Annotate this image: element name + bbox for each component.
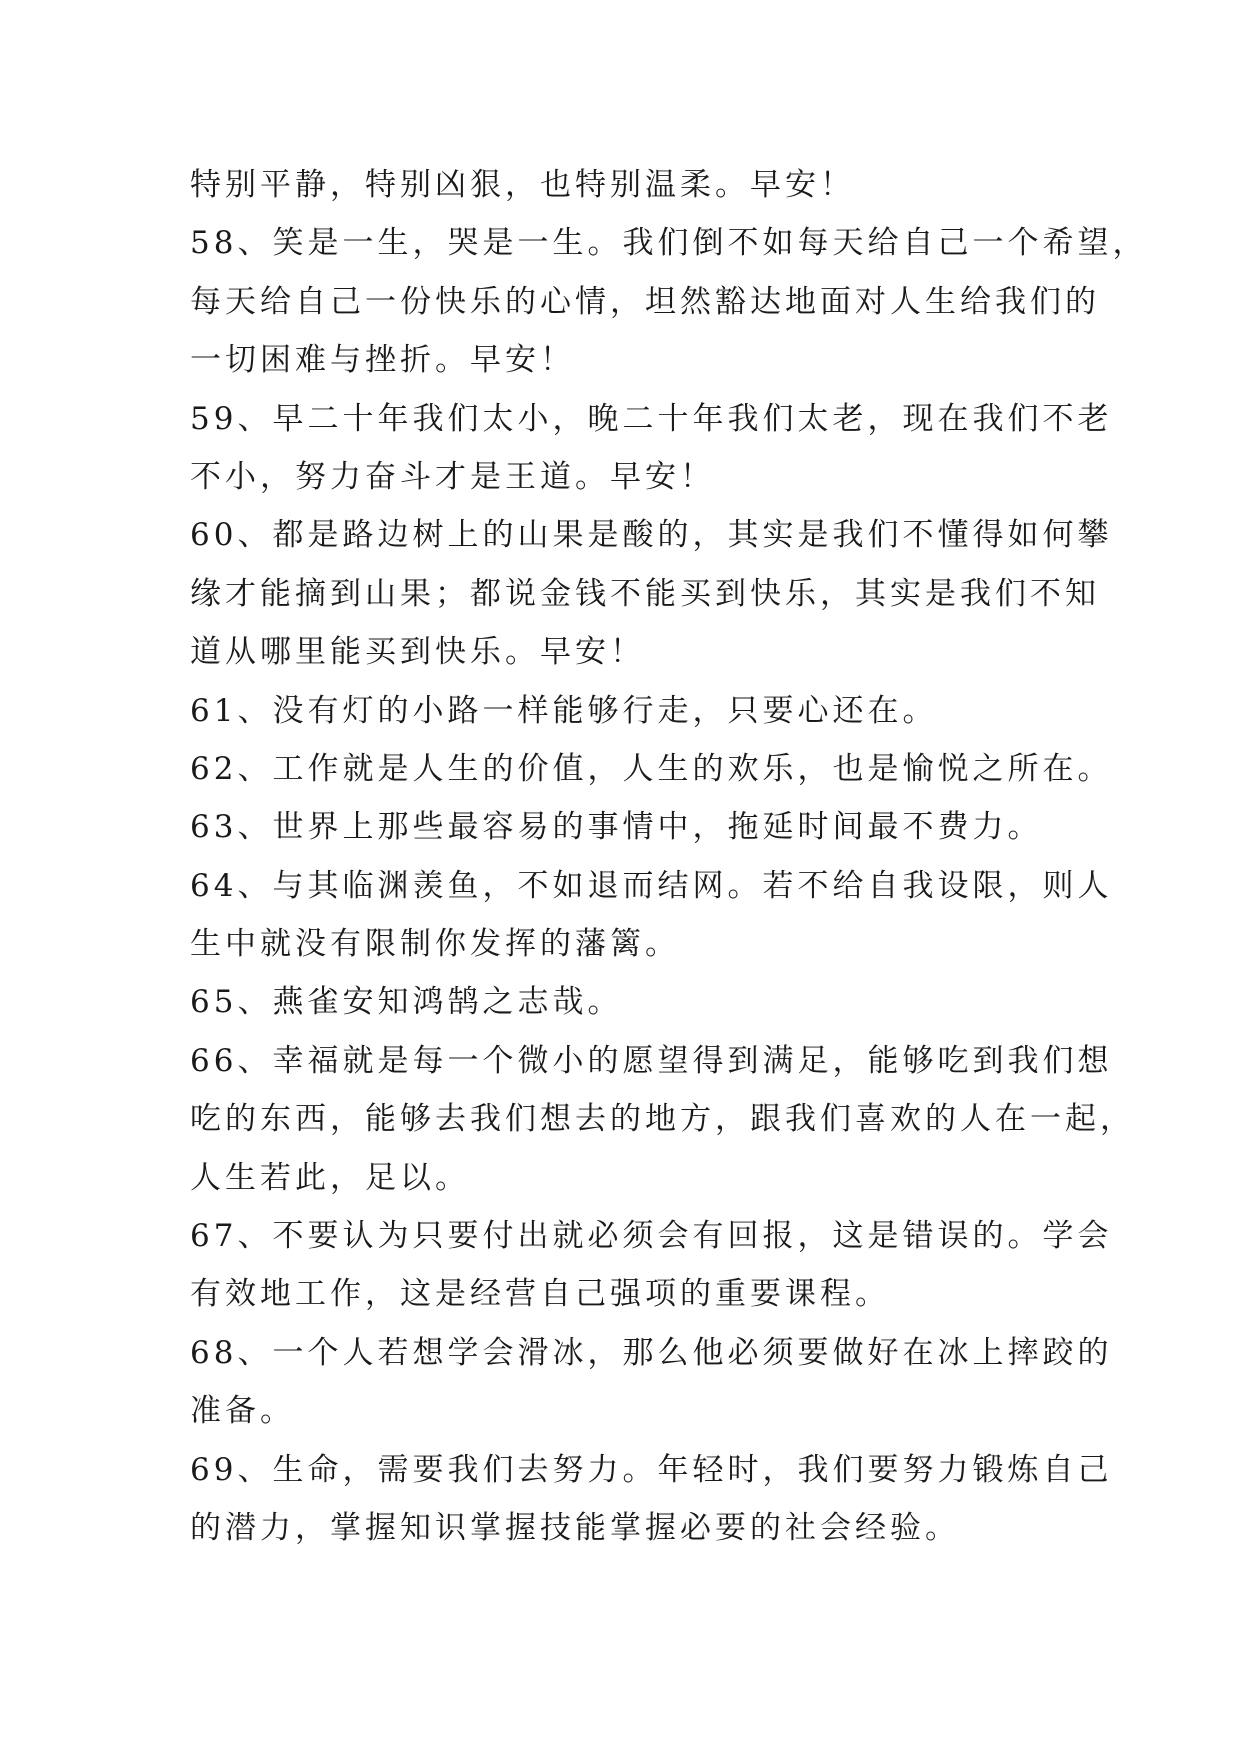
text-line: 的潜力，掌握知识掌握技能掌握必要的社会经验。 <box>190 1509 960 1546</box>
text-line: 人生若此，足以。 <box>190 1159 470 1196</box>
text-line: 69、生命，需要我们去努力。年轻时，我们要努力锻炼自己 <box>190 1451 1113 1488</box>
text-line: 58、笑是一生，哭是一生。我们倒不如每天给自己一个希望， <box>190 225 1148 262</box>
text-line: 缘才能摘到山果；都说金钱不能买到快乐，其实是我们不知 <box>190 575 1100 612</box>
text-line: 有效地工作，这是经营自己强项的重要课程。 <box>190 1276 890 1313</box>
text-line: 63、世界上那些最容易的事情中，拖延时间最不费力。 <box>190 809 1043 846</box>
text-line: 吃的东西，能够去我们想去的地方，跟我们喜欢的人在一起， <box>190 1101 1135 1138</box>
text-line: 61、没有灯的小路一样能够行走，只要心还在。 <box>190 692 938 729</box>
text-line: 一切困难与挫折。早安！ <box>190 342 575 379</box>
text-line: 特别平静，特别凶狠，也特别温柔。早安！ <box>190 167 855 203</box>
text-line: 62、工作就是人生的价值，人生的欢乐，也是愉悦之所在。 <box>190 750 1113 787</box>
text-line: 64、与其临渊羡鱼，不如退而结网。若不给自我设限，则人 <box>190 867 1113 904</box>
text-line: 不小，努力奋斗才是王道。早安！ <box>190 458 715 495</box>
text-line: 65、燕雀安知鸿鹄之志哉。 <box>190 984 623 1021</box>
document-body <box>190 156 1148 1557</box>
text-line: 68、一个人若想学会滑冰，那么他必须要做好在冰上摔跤的 <box>190 1334 1113 1371</box>
text-line: 59、早二十年我们太小，晚二十年我们太老，现在我们不老 <box>190 400 1113 437</box>
text-line: 道从哪里能买到快乐。早安！ <box>190 634 645 671</box>
text-line: 生中就没有限制你发挥的藩篱。 <box>190 926 680 963</box>
text-line: 每天给自己一份快乐的心情，坦然豁达地面对人生给我们的 <box>190 283 1100 320</box>
text-line: 66、幸福就是每一个微小的愿望得到满足，能够吃到我们想 <box>190 1042 1113 1079</box>
text-line: 67、不要认为只要付出就必须会有回报，这是错误的。学会 <box>190 1218 1113 1255</box>
text-line: 60、都是路边树上的山果是酸的，其实是我们不懂得如何攀 <box>190 517 1113 554</box>
text-line: 准备。 <box>190 1393 295 1430</box>
